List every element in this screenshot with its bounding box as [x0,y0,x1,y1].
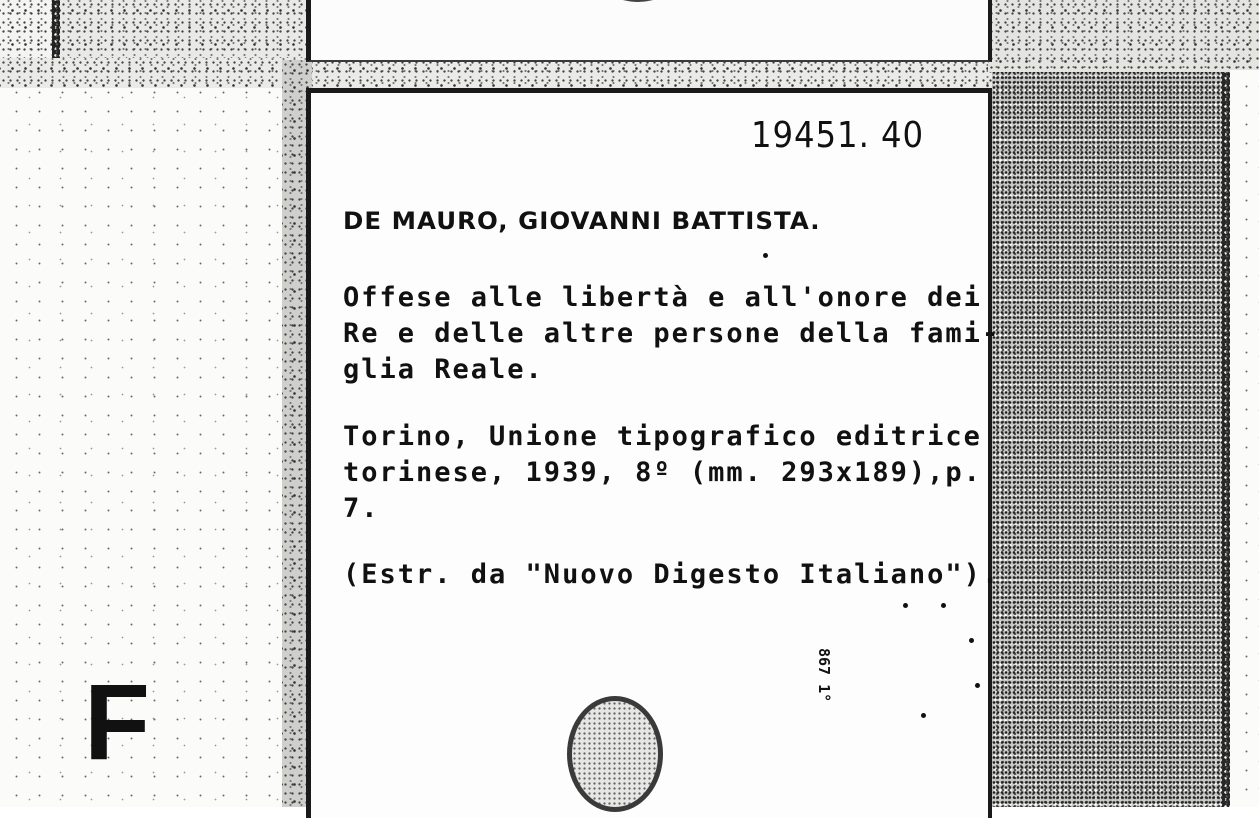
background-left [0,0,310,807]
speck [969,638,974,643]
previous-card-punch-hole [603,0,673,2]
left-card-divider [52,0,60,62]
speck [903,603,908,608]
punch-hole [567,696,663,812]
right-edge-shadow [992,70,1228,807]
shelf-mark: 867 1° [815,648,833,703]
title-line-1: Offese alle libertà e all'onore dei [343,282,982,313]
left-strip [60,0,310,64]
drawer-letter: F [84,661,150,782]
right-border-line [1222,72,1230,807]
speck [763,253,768,258]
imprint-line-2: torinese, 1939, 8º (mm. 293x189),p. [343,457,982,488]
imprint-line-3: 7. [343,493,380,524]
author-heading: DE MAURO, GIOVANNI BATTISTA. [343,207,821,235]
accession-number: 19451. 40 [751,115,924,156]
title-line-2: Re e delle altre persone della fami- [343,318,1001,349]
speck [941,603,946,608]
imprint-line-1: Torino, Unione tipografico editrice [343,421,982,452]
speck [975,683,980,688]
series-note: (Estr. da "Nuovo Digesto Italiano"). [343,559,1001,590]
background-right [1230,70,1259,807]
left-card-edge [0,0,56,60]
catalog-card [306,88,1001,818]
speck [921,713,926,718]
previous-catalog-card [306,0,992,62]
right-upper-region [988,0,1259,72]
title-line-3: glia Reale. [343,354,544,385]
